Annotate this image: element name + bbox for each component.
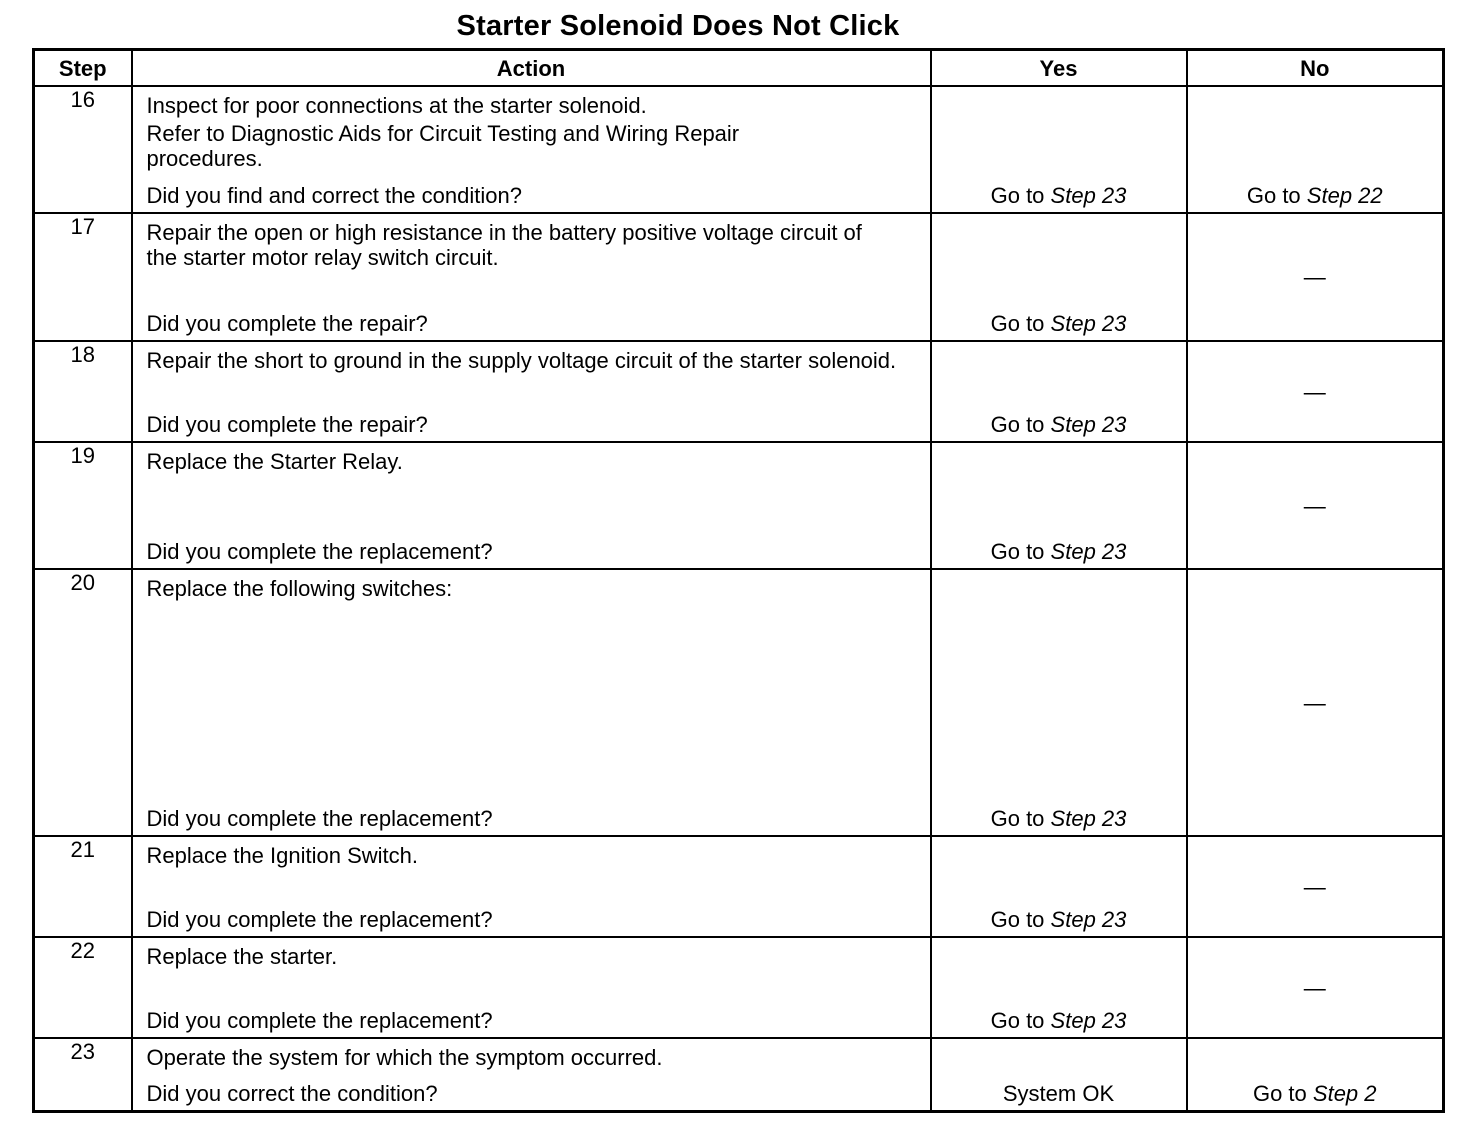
yes-step-ref: Step 23 [1050, 539, 1127, 564]
yes-step-ref: Step 23 [1050, 806, 1127, 831]
action-question: Did you complete the replacement? [146, 907, 493, 932]
action-question: Did you complete the replacement? [146, 539, 493, 564]
action-text: Inspect for poor connections at the starter solenoid. [146, 93, 647, 118]
yes-step-ref: Step 23 [1050, 1008, 1127, 1033]
no-dash: — [1303, 690, 1326, 715]
step-number: 16 [34, 86, 132, 213]
yes-text: System OK [1002, 1081, 1115, 1106]
action-cell [132, 341, 931, 442]
yes-prefix: Go to [990, 806, 1045, 831]
yes-cell [931, 569, 1187, 836]
table-row [34, 836, 1444, 937]
yes-cell [931, 442, 1187, 569]
no-cell [1187, 1038, 1444, 1112]
no-dash: — [1303, 874, 1326, 899]
diagnostic-table [32, 48, 1445, 1113]
step-number: 17 [34, 213, 132, 341]
yes-step-ref: Step 23 [1050, 907, 1127, 932]
no-cell [1187, 836, 1444, 937]
table-row [34, 937, 1444, 1038]
no-dash: — [1303, 379, 1326, 404]
action-cell [132, 937, 931, 1038]
yes-cell [931, 86, 1187, 213]
table-row [34, 213, 1444, 341]
table-header-row [34, 50, 1444, 87]
no-dash: — [1303, 264, 1326, 290]
no-cell [1187, 86, 1444, 213]
yes-step-ref: Step 23 [1050, 311, 1127, 336]
header-yes: Yes [931, 50, 1187, 87]
action-cell [132, 213, 931, 341]
action-text: Operate the system for which the symptom occurred. [146, 1045, 663, 1070]
table-row [34, 341, 1444, 442]
yes-prefix: Go to [990, 1008, 1045, 1033]
action-question: Did you complete the replacement? [146, 806, 493, 831]
no-cell [1187, 937, 1444, 1038]
yes-prefix: Go to [990, 539, 1045, 564]
action-text: Replace the Ignition Switch. [146, 843, 418, 868]
table-row [34, 442, 1444, 569]
action-cell [132, 1038, 931, 1112]
yes-prefix: Go to [990, 311, 1045, 336]
no-cell [1187, 213, 1444, 341]
yes-step-ref: Step 23 [1050, 412, 1127, 437]
step-number: 22 [34, 937, 132, 1038]
action-question: Did you complete the repair? [146, 412, 428, 437]
action-cell [132, 442, 931, 569]
yes-step-ref: Step 23 [1050, 183, 1127, 208]
yes-prefix: Go to [990, 183, 1045, 208]
action-text: Repair the short to ground in the supply voltage circuit of the starter solenoid. [146, 348, 897, 373]
no-dash: — [1303, 975, 1326, 1000]
action-text: Repair the open or high resistance in the battery positive voltage circuit of the starter motor relay switch circuit. [146, 220, 862, 270]
page-title: Starter Solenoid Does Not Click [456, 10, 900, 42]
yes-cell [931, 937, 1187, 1038]
yes-cell [931, 213, 1187, 341]
no-prefix: Go to [1246, 183, 1301, 208]
action-cell [132, 86, 931, 213]
step-number: 19 [34, 442, 132, 569]
action-text: Refer to Diagnostic Aids for Circuit Testing and Wiring Repair procedures. [146, 121, 740, 171]
header-action: Action [132, 50, 931, 87]
yes-cell [931, 1038, 1187, 1112]
no-step-ref: Step 2 [1312, 1081, 1377, 1106]
yes-prefix: Go to [990, 412, 1045, 437]
yes-cell [931, 836, 1187, 937]
action-text: Replace the following switches: [146, 576, 453, 601]
no-cell [1187, 341, 1444, 442]
action-cell [132, 836, 931, 937]
no-cell [1187, 569, 1444, 836]
table-row [34, 569, 1444, 836]
action-question: Did you complete the repair? [146, 311, 428, 336]
step-number: 21 [34, 836, 132, 937]
no-prefix: Go to [1252, 1081, 1307, 1106]
yes-cell [931, 341, 1187, 442]
step-number: 20 [34, 569, 132, 836]
action-text: Replace the Starter Relay. [146, 449, 403, 474]
action-question: Did you correct the condition? [146, 1081, 438, 1106]
action-text: Replace the starter. [146, 944, 338, 969]
table-row [34, 86, 1444, 213]
no-cell [1187, 442, 1444, 569]
yes-prefix: Go to [990, 907, 1045, 932]
no-dash: — [1303, 493, 1326, 518]
step-number: 23 [34, 1038, 132, 1112]
action-cell [132, 569, 931, 836]
header-step: Step [34, 50, 132, 87]
step-number: 18 [34, 341, 132, 442]
action-question: Did you complete the replacement? [146, 1008, 493, 1033]
no-step-ref: Step 22 [1306, 183, 1383, 208]
action-question: Did you find and correct the condition? [146, 183, 522, 208]
table-row [34, 1038, 1444, 1112]
header-no: No [1187, 50, 1444, 87]
